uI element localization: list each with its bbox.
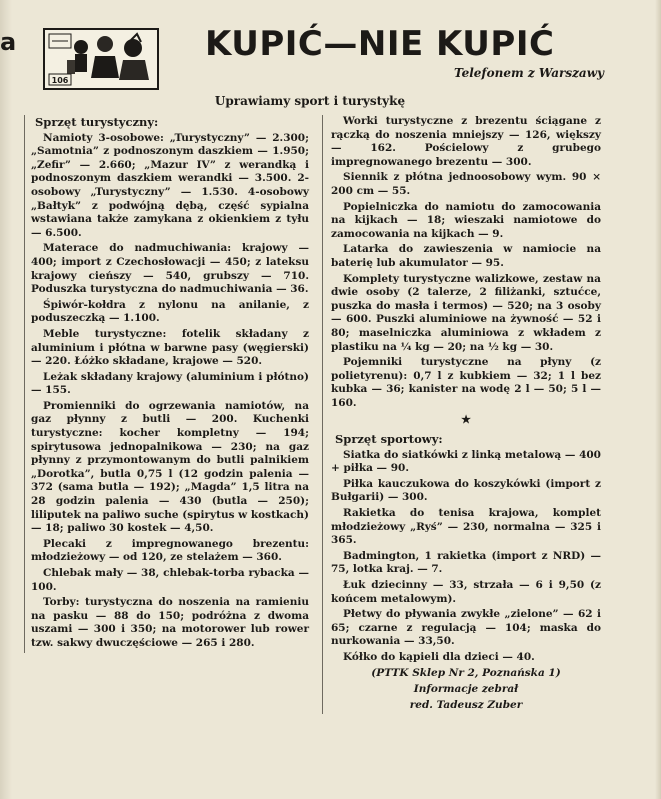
article-paragraph: Siatka do siatkówki z linką metalową — 400 + piłka — 90. [331, 448, 601, 475]
author-credit: red. Tadeusz Zuber [409, 699, 523, 712]
article-paragraph: Komplety turystyczne walizkowe, zestaw na dwie osoby (2 talerze, 2 filiżanki, sztućce, puszka do masła i termos) — 520; na 3 osoby — 600. Puszki aluminiowe na żywność — 52 i 80; maselniczka aluminiowa z wkładem z plastiku na ¼ kg — 20; na ½ kg — 30. [331, 272, 601, 353]
article-paragraph: Łuk dziecinny — 33, strzała — 6 i 9,50 (z końcem metalowym). [331, 579, 601, 605]
article-paragraph: Piłka kauczukowa do koszykówki (import z Bułgarii) — 300. [331, 477, 601, 504]
article-paragraph: Plecaki z impregnowanego brezentu: młodzieżowy — od 120, ze stelażem — 360. [31, 537, 309, 564]
source-note: (PTTK Sklep Nr 2, Poznańska 1) [371, 666, 561, 679]
article-paragraph: Rakietka do tenisa krajowa, komplet młodzieżowy „Ryś” — 230, normalna — 325 i 365. [331, 507, 601, 547]
article-paragraph: Pojemniki turystyczne na płyny (z polietyrenu): 0,7 l z kubkiem — 32; 1 l bez kubka — 36; kanister na wodę 2 l — 50; 5 l — 160. [331, 356, 601, 409]
article-paragraph: Kółko do kąpieli dla dzieci — 40. [343, 650, 535, 663]
article-paragraph: Chlebak mały — 38, chlebak-torba rybacka — 100. [31, 567, 309, 593]
article-paragraph: Promienniki do ogrzewania namiotów, na gaz płynny z butli — 200. Kuchenki turystyczne: kocher kompletny — 194; spirytusowa jednopalnikowa — 230; na gaz płynny z przymontowanym do butli palnikiem „Dorotka”, butla 0,75 l (12 godzin palenia — 372 (sama butla — 192); „Magda” 1,5 litra na 28 godzin palenia — 430 (butla — 250); liliputek na paliwo suche (spirytus w kostkach) — 18; paliwo 30 kostek — 4,50. [31, 399, 309, 535]
column-logo [43, 28, 159, 90]
article-paragraph: Śpiwór-kołdra z nylonu na anilanie, z poduszeczką — 1.100. [31, 298, 309, 325]
article-paragraph: Leżak składany krajowy (aluminium i płótno) — 155. [31, 370, 309, 397]
logo-number: 106 [51, 76, 69, 85]
page-title: KUPIĆ—NIE KUPIĆ [205, 24, 555, 64]
article-subtitle: Uprawiamy sport i turystykę [214, 94, 406, 108]
article-paragraph: Siennik z płótna jednoosobowy wym. 90 × 200 cm — 55. [331, 171, 601, 197]
article-paragraph: Latarka do zawieszenia w namiocie na baterię lub akumulator — 95. [331, 243, 601, 269]
article-paragraph: Meble turystyczne: fotelik składany z aluminium i płótna w barwne pasy (węgierski) — 220. Łóżko składane, krajowe — 520. [31, 327, 309, 368]
article-paragraph: Popielniczka do namiotu do zamocowania na kijkach — 18; wieszaki namiotowe do zamocowania na kijkach — 9. [331, 200, 601, 240]
article-column-right [322, 115, 601, 714]
article-paragraph: Materace do nadmuchiwania: krajowy — 400; import z Czechosłowacji — 450; z lateksu krajowy cieńszy — 540, grubszy — 710. Poduszka turystyczna do nadmuchiwania — 36. [31, 242, 309, 296]
article-paragraph: Płetwy do pływania zwykłe „zielone” — 62 i 65; czarne z regulacją — 104; maska do nurkowania — 33,50. [331, 608, 601, 648]
author-credit: Informacje zebrał [413, 683, 519, 696]
section-heading: Sprzęt turystyczny: [35, 115, 159, 129]
star-separator: ★ [461, 413, 471, 427]
article-paragraph: Torby: turystyczna do noszenia na ramieniu na pasku — 88 do 150; podróżna z dwoma uszami — 300 i 350; na motorower lub rower tzw. sakwy dwuczęściowe — 265 i 280. [31, 596, 309, 649]
article-paragraph: Badmington, 1 rakietka (import z NRD) — 75, lotka kraj. — 7. [331, 549, 601, 576]
edge-fragment: a [0, 28, 17, 56]
column-logo-illustration [45, 30, 157, 88]
section-heading: Sprzęt sportowy: [335, 432, 443, 447]
byline: Telefonem z Warszawy [454, 66, 604, 80]
page-right-edge [655, 0, 661, 799]
article-column-left [24, 115, 309, 653]
article-paragraph: Namioty 3-osobowe: „Turystyczny” — 2.300; „Samotnia” z podnoszonym daszkiem — 1.950; „Zefir” — 2.660; „Mazur IV” z werandką i podnoszonym daszkiem werandki — 3.500. 2-osobowy „Turystyczny” — 1.530. 4-osobowy „Bałtyk” z podwójną dębą, część sypialna wstawiana także zamykana z okienkiem z tyłu — 6.500. [31, 131, 309, 239]
article-paragraph: Worki turystyczne z brezentu ściągane z rączką do noszenia mniejszy — 126, większy — 162. Pościelowy z grubego impregnowanego brezentu — 300. [331, 115, 601, 168]
page-left-edge [0, 0, 12, 799]
